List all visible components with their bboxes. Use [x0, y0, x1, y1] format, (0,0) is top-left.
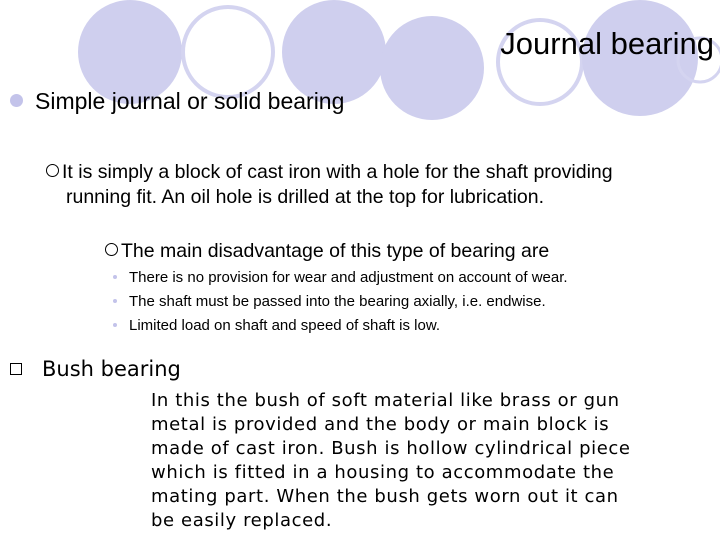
- ring-bullet-icon: [105, 243, 118, 256]
- paragraph-line: be easily replaced.: [151, 510, 333, 531]
- sub-bullet-description: [46, 160, 656, 210]
- sub-sub-bullet-text: The main disadvantage of this type of bearing are: [121, 240, 550, 262]
- bullet-text: Bush bearing: [42, 357, 181, 381]
- list-item: The shaft must be passed into the bearing axially, i.e. endwise.: [113, 290, 568, 314]
- slide-title: Journal bearing: [500, 26, 714, 61]
- bullet-dot-icon: [10, 94, 23, 107]
- paragraph-line: In this the bush of soft material like brass or gun: [151, 390, 620, 411]
- paragraph-line: made of cast iron. Bush is hollow cylindrical piece: [151, 438, 631, 459]
- bullet-bush-bearing: [10, 357, 181, 381]
- ring-bullet-icon: [46, 164, 59, 177]
- small-bullet-icon: [113, 275, 117, 279]
- decor-circle: [380, 16, 484, 120]
- paragraph-line: metal is provided and the body or main block is: [151, 414, 610, 435]
- square-bullet-icon: [10, 363, 22, 375]
- paragraph-line: mating part. When the bush gets worn out it can: [151, 486, 619, 507]
- list-item: Limited load on shaft and speed of shaft is low.: [113, 314, 568, 338]
- sub-bullet-text: It is simply a block of cast iron with a hole for the shaft providing running fit. An oil hole is drilled at the top for lubrication.: [62, 161, 613, 208]
- list-item: There is no provision for wear and adjustment on account of wear.: [113, 266, 568, 290]
- small-bullet-icon: [113, 299, 117, 303]
- small-bullet-icon: [113, 323, 117, 327]
- decor-circle: [183, 7, 273, 97]
- bush-bearing-paragraph: [151, 389, 716, 533]
- bullet-simple-journal: [10, 88, 344, 115]
- paragraph-line: which is fitted in a housing to accommodate the: [151, 462, 615, 483]
- sub-sub-bullet: [105, 240, 549, 263]
- disadvantage-list: [113, 266, 568, 338]
- bullet-text: Simple journal or solid bearing: [35, 88, 345, 114]
